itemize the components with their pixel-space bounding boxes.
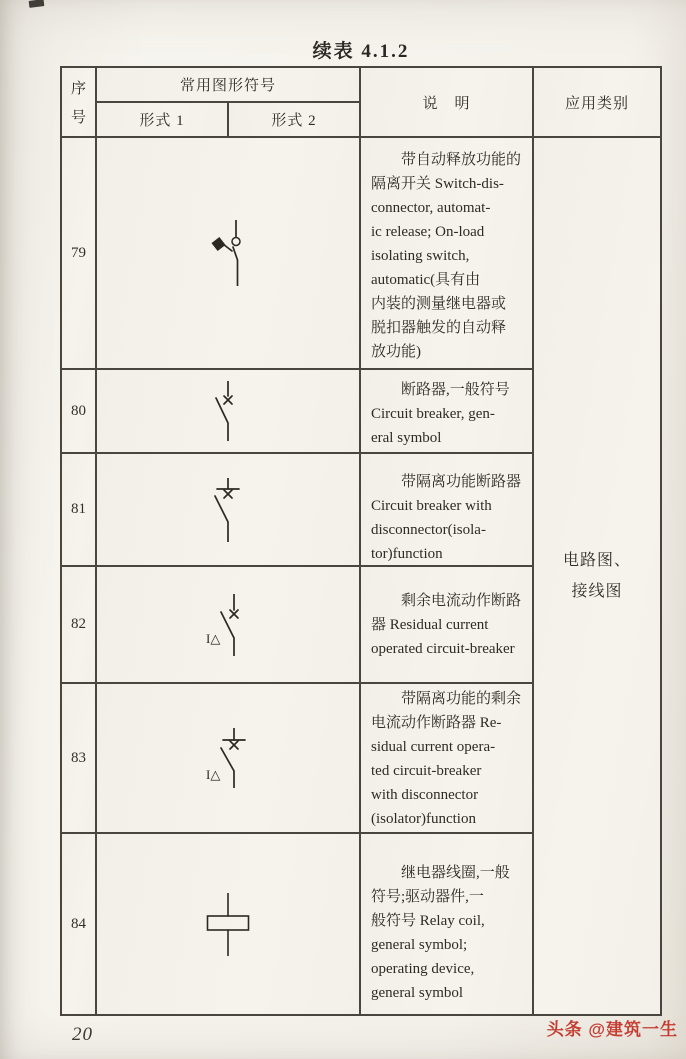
header-serial [62,68,95,136]
category-line: 接线图 [571,583,623,600]
row-symbol-cell [97,138,359,368]
symbol-table [60,66,662,1016]
row-serial: 81 [62,454,95,565]
residual-current-label: I△ [206,767,221,782]
desc-line: 符号;驱动器件,一 [371,889,484,905]
row-description [361,567,532,682]
circuit-breaker-disconnector-icon [204,478,252,542]
relay-coil-icon [204,893,252,956]
desc-line: 电流动作断路器 Re- [371,715,502,731]
desc-line: (isolator)function [371,811,476,827]
desc-line: Circuit breaker with [371,498,492,514]
residual-current-breaker-disconnector-icon [202,728,254,788]
row-description [361,454,532,565]
desc-line: disconnector(isola- [371,522,486,538]
desc-line: automatic(具有由 [371,272,481,288]
desc-line: with disconnector [371,787,479,803]
page-number: 20 [72,1024,93,1045]
watermark-text: 头条 @建筑一生 [546,1020,678,1039]
row-symbol-cell [97,454,359,565]
row-description [361,684,532,832]
row-symbol-cell [97,370,359,452]
desc-line: 般符号 Relay coil, [371,913,485,929]
desc-line: 隔离开关 Switch-dis- [371,176,504,192]
row-serial: 80 [62,370,95,452]
desc-line: isolating switch, [371,248,470,264]
desc-line: eral symbol [371,430,442,446]
header-symbol-group: 常用图形符号 [97,68,359,101]
row-symbol-cell [97,834,359,1014]
desc-line: 放功能) [371,344,421,360]
desc-line: ic release; On-load [371,224,485,240]
desc-line: operated circuit-breaker [371,641,515,657]
desc-line: 带隔离功能断路器 [401,474,522,490]
header-description: 说 明 [361,68,532,136]
header-form2: 形式 2 [229,103,359,136]
desc-line: connector, automat- [371,200,491,216]
desc-line: 器 Residual current [371,617,489,633]
desc-line: general symbol; [371,937,468,953]
scan-artifact-mark [29,0,45,8]
desc-line: 继电器线圈,一般 [401,865,510,881]
desc-line: operating device, [371,961,475,977]
residual-current-breaker-icon [202,594,254,656]
desc-line: Circuit breaker, gen- [371,406,495,422]
header-category: 应用类别 [534,68,660,136]
row-serial: 83 [62,684,95,832]
desc-line: 断路器,一般符号 [401,382,510,398]
header-serial-char2: 号 [70,110,86,126]
row-description [361,834,532,1014]
row-serial: 79 [62,138,95,368]
desc-line: 带自动释放功能的 [401,152,522,168]
row-serial: 84 [62,834,95,1014]
desc-line: 带隔离功能的剩余 [401,691,522,707]
header-serial-char1: 序 [70,81,86,97]
residual-current-label: I△ [206,630,221,646]
row-description [361,138,532,368]
category-line: 电路图、 [562,552,631,569]
desc-line: 脱扣器触发的自动释 [371,320,507,336]
row-symbol-cell [97,567,359,682]
row-description [361,370,532,452]
desc-line: general symbol [371,985,464,1001]
table-title: 续表 4.1.2 [312,41,410,62]
switch-disconnector-auto-release-icon [206,220,250,286]
row-serial: 82 [62,567,95,682]
header-form1: 形式 1 [97,103,227,136]
circuit-breaker-icon [204,381,252,441]
desc-line: tor)function [371,546,443,562]
category-merged-cell [534,138,660,1014]
desc-line: 内装的测量继电器或 [371,296,507,312]
desc-line: sidual current opera- [371,739,496,755]
desc-line: 剩余电流动作断路 [401,593,522,609]
row-symbol-cell [97,684,359,832]
desc-line: ted circuit-breaker [371,763,482,779]
